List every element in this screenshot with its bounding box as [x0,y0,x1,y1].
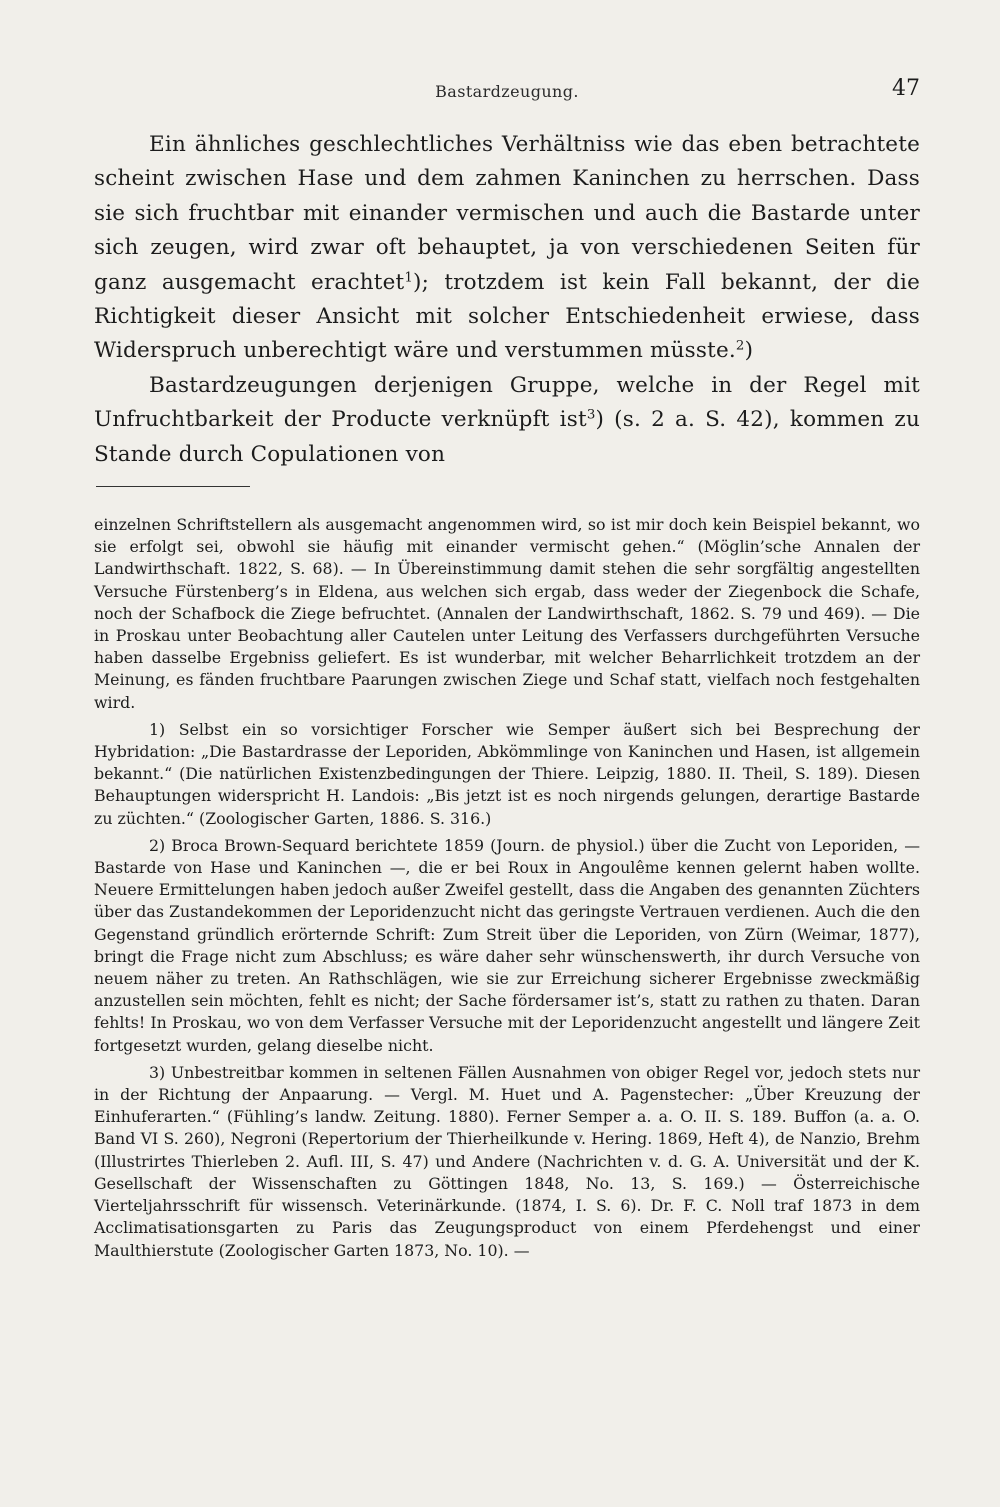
page-number: 47 [892,76,920,101]
footnote-ref-3: 3 [586,407,596,423]
footnotes [94,514,920,1262]
running-header [94,76,920,106]
paragraph-2 [94,369,920,472]
paragraph-1-text-a: Ein ähnliches geschlechtliches Verhältniss wie das eben betrachtete scheint zwischen Hase und dem zahmen Kaninchen zu herrschen. Dass sie sich fruchtbar mit einander vermischen und auch die Bastarde unter sich zeugen, wird zwar oft behauptet, ja von verschiedenen Seiten für ganz ausgemacht erachtet [94,132,920,295]
running-title: Bastardzeugung. [435,82,579,101]
footnote-continuation: einzelnen Schriftstellern als ausgemacht angenommen wird, so ist mir doch kein Beispiel bekannt, wo sie erfolgt sei, obwohl sie häufig mit einander vermischt gehen.“ (Möglin’sche Annalen der Landwirthschaft. 1822, S. 68). — In Übereinstimmung damit stehen die sehr sorgfältig angestellten Versuche Fürstenberg’s in Eldena, aus welchen sich ergab, dass weder der Ziegenbock die Schafe, noch der Schafbock die Ziege befruchtet. (Annalen der Landwirthschaft, 1862. S. 79 und 469). — Die in Proskau unter Beobachtung aller Cautelen unter Leitung des Verfassers durchgeführten Versuche haben dasselbe Ergebniss geliefert. Es ist wunderbar, mit welcher Beharrlichkeit trotzdem an der Meinung, es fänden fruchtbare Paarungen zwischen Ziege und Schaf statt, vielfach noch festgehalten wird. [94,515,920,712]
footnote-ref-1: 1 [404,270,414,286]
footnote-ref-2: 2 [735,339,745,355]
footnote-divider [96,486,250,487]
main-text [94,128,920,472]
paragraph-1-text-b: ); trotzdem ist kein Fall bekannt, der die Richtigkeit dieser Ansicht mit solcher Entschiedenheit erwiese, dass Widerspruch unberechtigt wäre und verstummen müsste. [94,269,920,364]
footnote-1: 1) Selbst ein so vorsichtiger Forscher wie Semper äußert sich bei Besprechung der Hybridation: „Die Bastardrasse der Leporiden, Abkömmlinge von Kaninchen und Hasen, ist allgemein bekannt.“ (Die natürlichen Existenzbedingungen der Thiere. Leipzig, 1880. II. Theil, S. 189). Diesen Behauptungen widerspricht H. Landois: „Bis jetzt ist es noch nirgends gelungen, derartige Bastarde zu züchten.“ (Zoologischer Garten, 1886. S. 316.) [94,719,920,828]
footnote-3: 3) Unbestreitbar kommen in seltenen Fällen Ausnahmen von obiger Regel vor, jedoch stets nur in der Richtung der Anpaarung. — Vergl. M. Huet und A. Pagenstecher: „Über Kreuzung der Einhuferarten.“ (Fühling’s landw. Zeitung. 1880). Ferner Semper a. a. O. II. S. 189. Buffon (a. a. O. Band VI S. 260), Negroni (Repertorium der Thierheilkunde v. Hering. 1869, Heft 4), de Nanzio, Brehm (Illustrirtes Thierleben 2. Aufl. III, S. 47) und Andere (Nachrichten v. d. G. A. Universität und der K. Gesellschaft der Wissenschaften zu Göttingen 1848, No. 13, S. 169.) — Österreichische Vierteljahrsschrift für wissensch. Veterinärkunde. (1874, I. S. 6). Dr. F. C. Noll traf 1873 in dem Acclimatisationsgarten zu Paris das Zeugungsproduct von einem Pferdehengst und einer Maulthierstute (Zoologischer Garten 1873, No. 10). — [94,1062,920,1260]
paragraph-2-text-b: ) (s. 2 a. S. 42), kommen zu Stande durch Copulationen von [94,407,920,467]
paragraph-2-text-a: Bastardzeugungen derjenigen Gruppe, welche in der Regel mit Unfruchtbarkeit der Producte verknüpft ist [94,372,920,433]
footnote-2: 2) Broca Brown-Sequard berichtete 1859 (Journ. de physiol.) über die Zucht von Leporiden, — Bastarde von Hase und Kaninchen —, die er bei Roux in Angoulême kennen gelernt haben wollte. Neuere Ermittelungen haben jedoch außer Zweifel gestellt, dass die Angaben des genannten Züchters über das Zustandekommen der Leporidenzucht nicht das geringste Vertrauen verdienen. Auch die den Gegenstand gründlich erörternde Schrift: Zum Streit über die Leporiden, von Zürn (Weimar, 1877), bringt die Frage nicht zum Abschluss; es wäre daher sehr wünschenswerth, ihr durch Versuche von neuem näher zu treten. An Rathschlägen, wie sie zur Erreichung sicherer Ergebnisse zweckmäßig anzustellen sein möchten, fehlt es nicht; der Sache fördersamer ist’s, statt zu rathen zu thaten. Daran fehlts! In Proskau, wo von dem Verfasser Versuche mit der Leporidenzucht angestellt und längere Zeit fortgesetzt wurden, gelang dieselbe nicht. [94,835,920,1055]
paragraph-1 [94,128,920,369]
paragraph-1-text-c: ) [744,338,754,364]
